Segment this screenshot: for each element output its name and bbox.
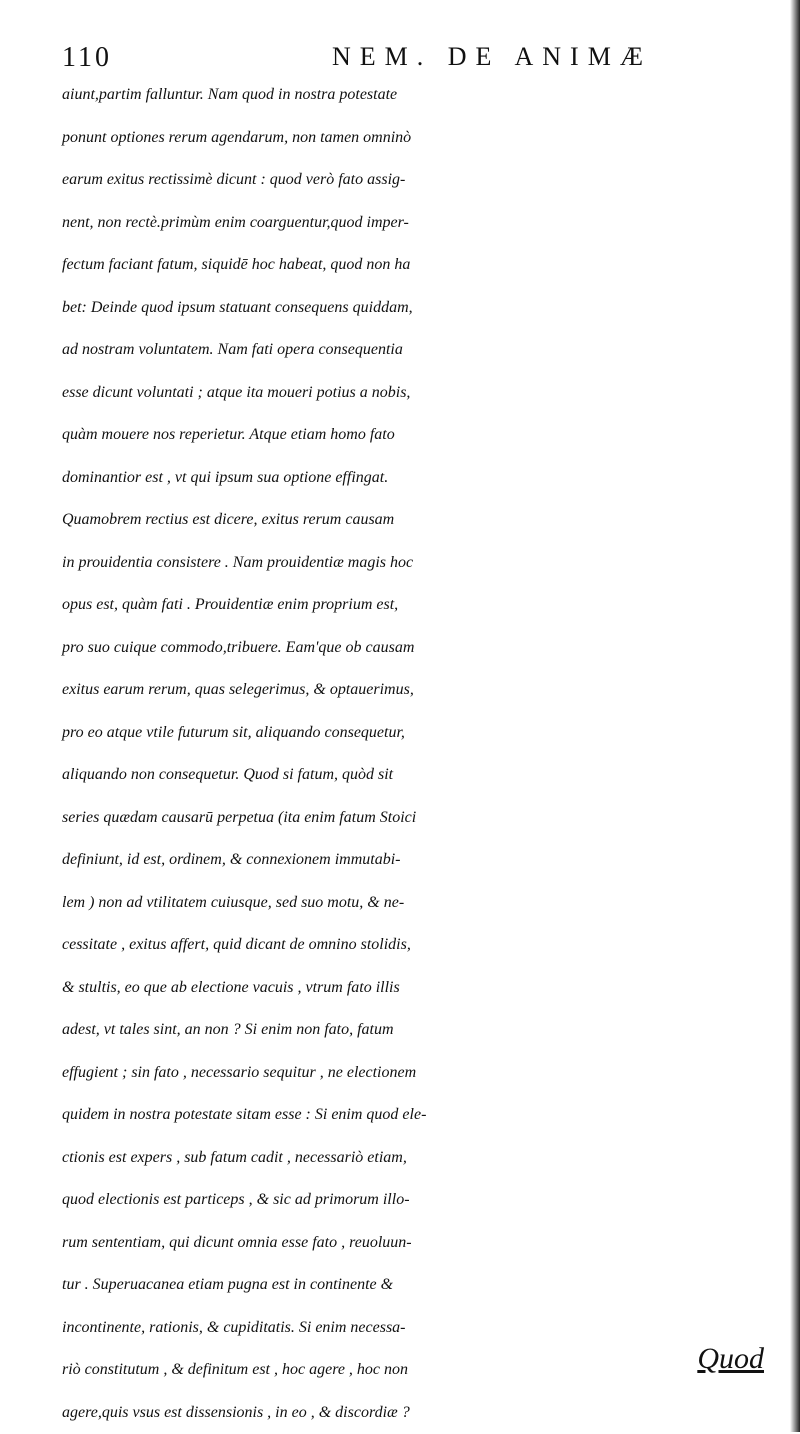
text-line: quidem in nostra potestate sitam esse : Si enim quod ele-	[62, 1094, 772, 1137]
page-number: 110	[62, 42, 112, 74]
text-line: nent, non rectè.primùm enim coarguentur,quod imper-	[62, 202, 772, 245]
text-line: esse dicunt voluntati ; atque ita moueri potius a nobis,	[62, 372, 772, 415]
text-line: quàm mouere nos reperietur. Atque etiam homo fato	[62, 414, 772, 457]
text-line: effugient ; sin fato , necessario sequitur , ne electionem	[62, 1052, 772, 1095]
text-line: opus est, quàm fati . Prouidentiæ enim proprium est,	[62, 584, 772, 627]
text-line: dominantior est , vt qui ipsum sua optione effingat.	[62, 457, 772, 500]
text-line: agere,quis vsus est dissensionis , in eo , & discordiæ ?	[62, 1392, 772, 1434]
text-line: definiunt, id est, ordinem, & connexionem immutabi-	[62, 839, 772, 882]
text-line: adest, vt tales sint, an non ? Si enim non fato, fatum	[62, 1009, 772, 1052]
body-text	[62, 74, 772, 1434]
catchword: Quod	[697, 1342, 764, 1376]
text-line: & stultis, eo que ab electione vacuis , vtrum fato illis	[62, 967, 772, 1010]
text-line: quod electionis est particeps , & sic ad primorum illo-	[62, 1179, 772, 1222]
running-head: NEM. DE ANIMÆ	[332, 42, 652, 72]
page-edge	[790, 0, 800, 1432]
text-line: rum sententiam, qui dicunt omnia esse fato , reuoluun-	[62, 1222, 772, 1265]
text-line: pro suo cuique commodo,tribuere. Eam'que ob causam	[62, 627, 772, 670]
page-header	[62, 38, 722, 78]
text-line: riò constitutum , & definitum est , hoc agere , hoc non	[62, 1349, 772, 1392]
text-line: exitus earum rerum, quas selegerimus, & optauerimus,	[62, 669, 772, 712]
text-line: series quædam causarū perpetua (ita enim fatum Stoici	[62, 797, 772, 840]
text-line: tur . Superuacanea etiam pugna est in continente &	[62, 1264, 772, 1307]
text-line: fectum faciant fatum, siquidē hoc habeat, quod non ha	[62, 244, 772, 287]
text-line: ctionis est expers , sub fatum cadit , necessariò etiam,	[62, 1137, 772, 1180]
text-line: aliquando non consequetur. Quod si fatum, quòd sit	[62, 754, 772, 797]
text-line: incontinente, rationis, & cupiditatis. Si enim necessa-	[62, 1307, 772, 1350]
text-line: earum exitus rectissimè dicunt : quod verò fato assig-	[62, 159, 772, 202]
text-line: ad nostram voluntatem. Nam fati opera consequentia	[62, 329, 772, 372]
text-line: bet: Deinde quod ipsum statuant consequens quiddam,	[62, 287, 772, 330]
text-line: Quamobrem rectius est dicere, exitus rerum causam	[62, 499, 772, 542]
text-line: pro eo atque vtile futurum sit, aliquando consequetur,	[62, 712, 772, 755]
text-line: cessitate , exitus affert, quid dicant de omnino stolidis,	[62, 924, 772, 967]
text-line: aiunt,partim falluntur. Nam quod in nostra potestate	[62, 74, 772, 117]
text-line: lem ) non ad vtilitatem cuiusque, sed suo motu, & ne-	[62, 882, 772, 925]
text-line: in prouidentia consistere . Nam prouidentiæ magis hoc	[62, 542, 772, 585]
text-line: ponunt optiones rerum agendarum, non tamen omninò	[62, 117, 772, 160]
